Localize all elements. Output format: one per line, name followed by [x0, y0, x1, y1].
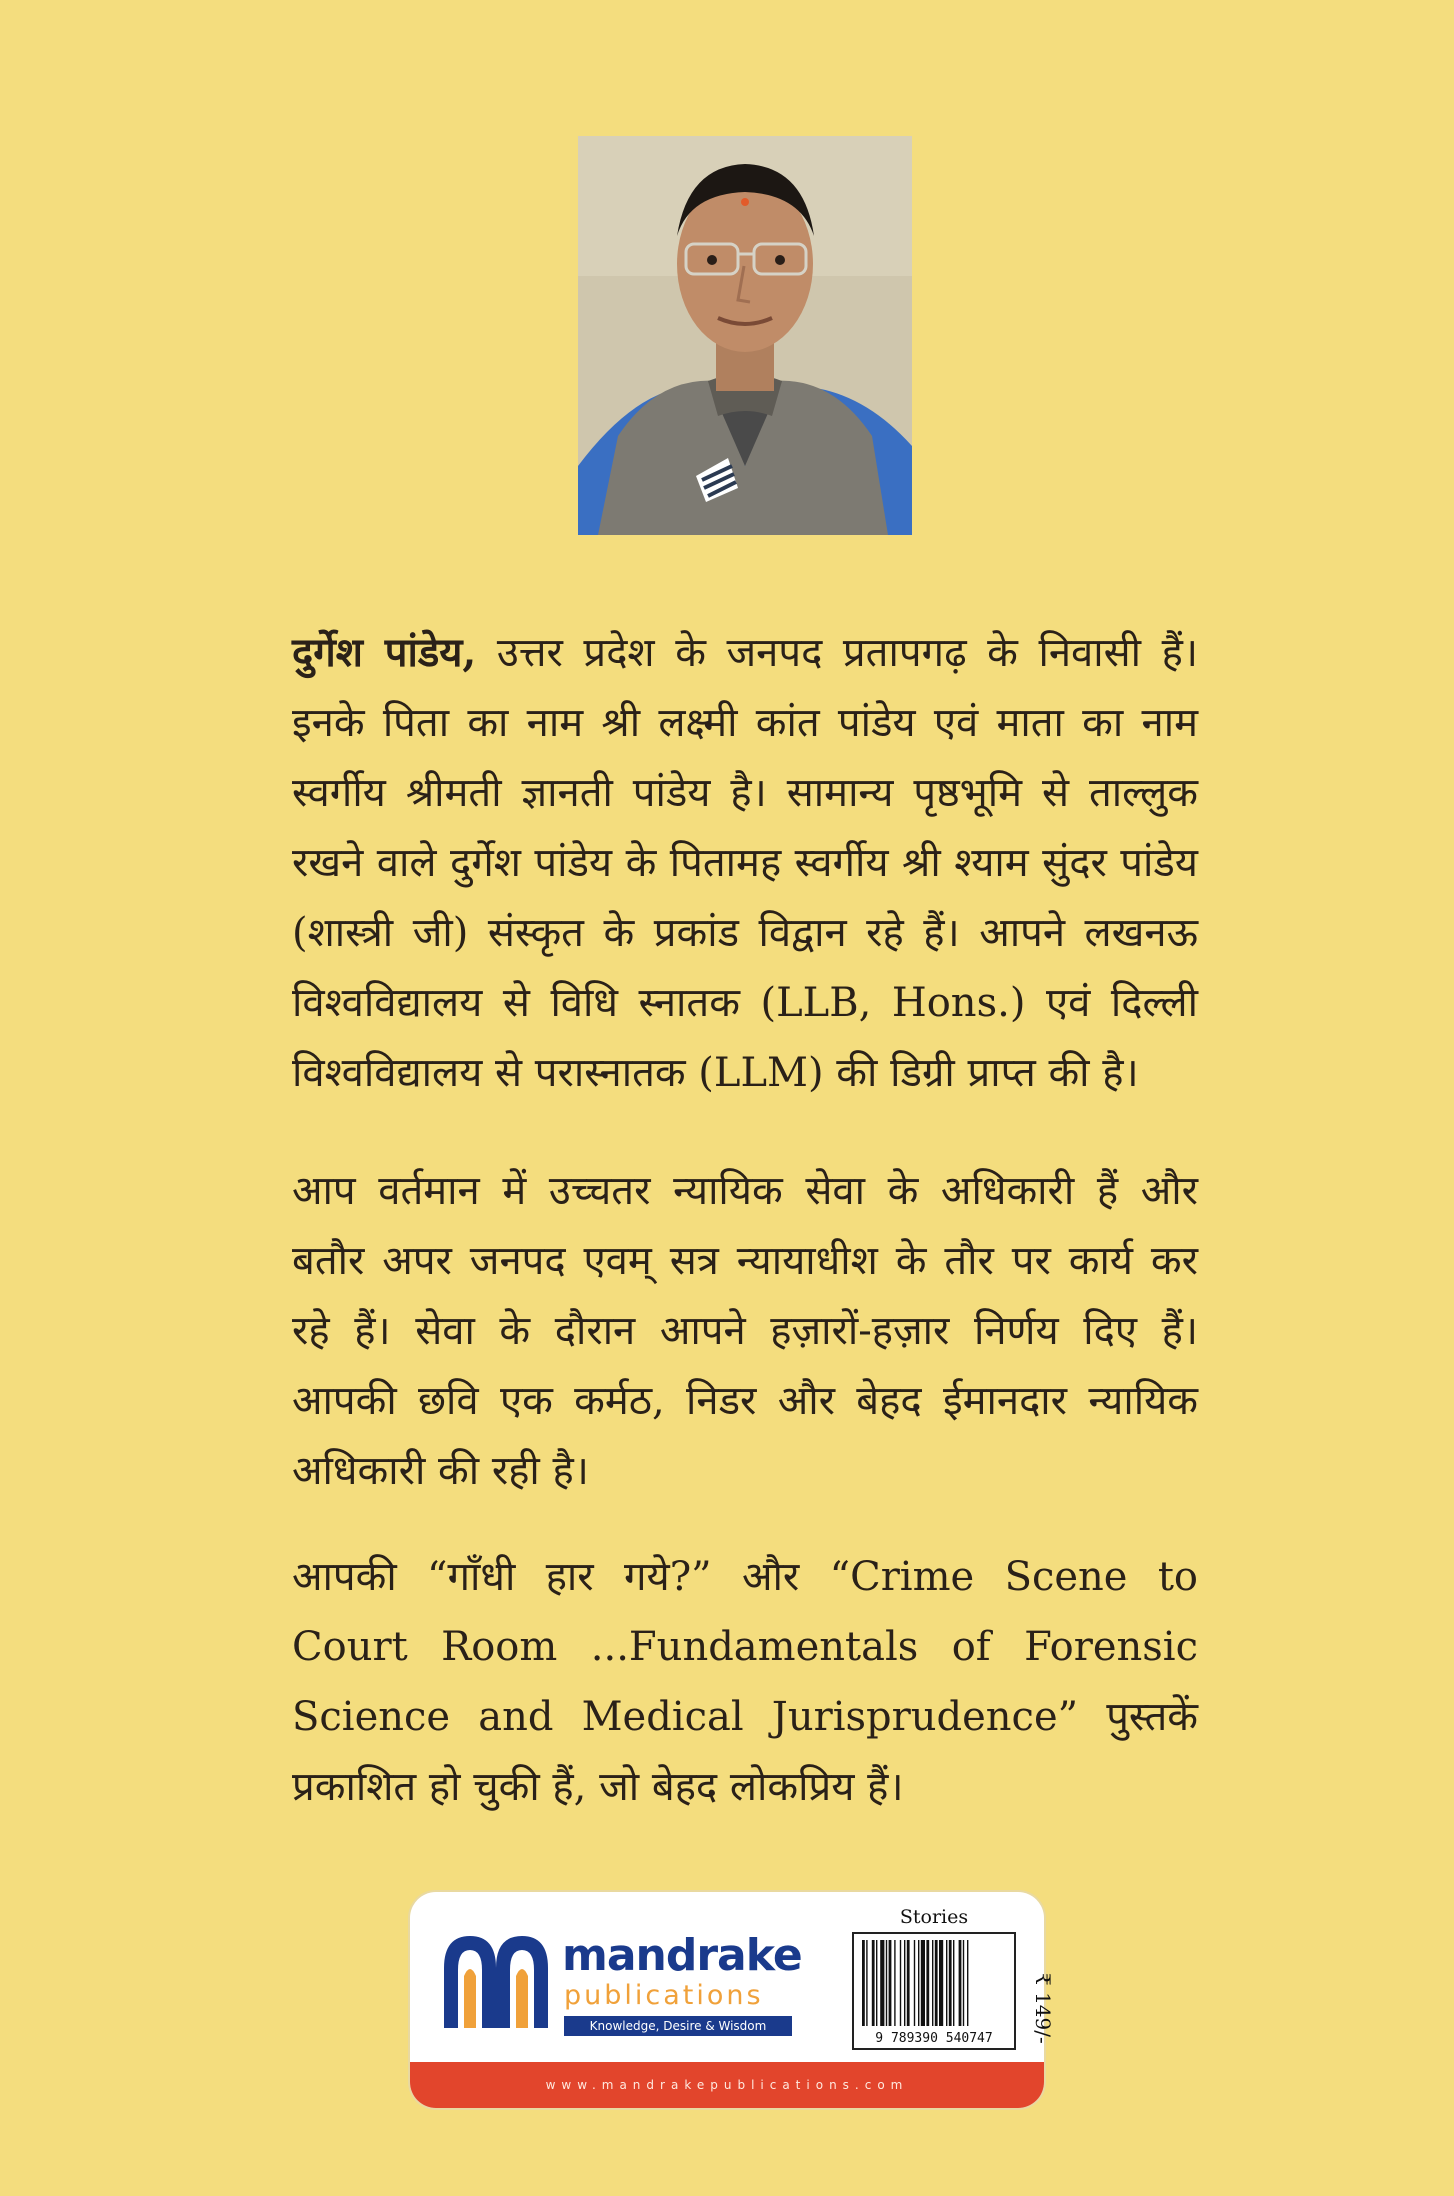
barcode-bar — [959, 1940, 962, 2026]
publisher-logo-icon — [440, 1932, 552, 2032]
publisher-name: mandrake — [562, 1930, 802, 1981]
barcode-bar — [880, 1940, 884, 2026]
barcode-bar — [921, 1940, 925, 2026]
bio-line: Court Room ...Fundamentals of Forensic — [292, 1624, 1198, 1670]
barcode-icon — [860, 1940, 1008, 2026]
bio-line: रखने वाले दुर्गेश पांडेय के पितामह स्वर्गीय श्री श्याम सुंदर पांडेय — [292, 840, 1198, 886]
barcode-bar — [953, 1940, 954, 2026]
bio-paragraph-2 — [292, 1156, 1198, 1506]
bio-line: स्वर्गीय श्रीमती ज्ञानती पांडेय है। सामान्य पृष्ठभूमि से ताल्लुक — [292, 770, 1198, 816]
author-name: दुर्गेश पांडेय, — [292, 629, 477, 676]
bio-line — [292, 618, 1198, 688]
bio-line: रहे हैं। सेवा के दौरान आपने हज़ारों-हज़ार निर्णय दिए हैं। — [292, 1308, 1198, 1354]
author-photo — [578, 136, 912, 535]
bio-line: आपकी “गाँधी हार गये?” और “Crime Scene to — [292, 1554, 1198, 1600]
bio-line-text: उत्तर प्रदेश के जनपद प्रतापगढ़ के निवासी हैं। — [476, 630, 1198, 676]
publisher-tagline: Knowledge, Desire & Wisdom — [564, 2016, 792, 2036]
barcode-bar — [963, 1940, 964, 2026]
barcode-bar — [926, 1940, 929, 2026]
bio-line: आपकी छवि एक कर्मठ, निडर और बेहद ईमानदार न्यायिक — [292, 1378, 1198, 1424]
book-price: ₹ 149/- — [1031, 1973, 1055, 2044]
barcode-bar — [862, 1940, 865, 2026]
barcode-bar — [949, 1940, 952, 2026]
author-portrait-illustration — [578, 136, 912, 535]
bio-line: इनके पिता का नाम श्री लक्ष्मी कांत पांडेय एवं माता का नाम — [292, 700, 1198, 746]
book-genre: Stories — [899, 1906, 969, 1928]
publisher-website[interactable]: www.mandrakepublications.com — [410, 2062, 1044, 2108]
barcode-bar — [939, 1940, 943, 2026]
bio-line: Science and Medical Jurisprudence” पुस्तकें — [292, 1694, 1198, 1740]
barcode-bar — [946, 1940, 947, 2026]
barcode-bar — [894, 1940, 895, 2026]
bio-line: विश्वविद्यालय से परास्नातक (LLM) की डिग्री प्राप्त की है। — [292, 1050, 1139, 1096]
publisher-subtitle: publications — [564, 1980, 764, 2011]
barcode-bar — [866, 1940, 867, 2026]
barcode-bar — [900, 1940, 901, 2026]
barcode-bar — [872, 1940, 875, 2026]
barcode-bar — [914, 1940, 915, 2026]
bio-paragraph-3 — [292, 1542, 1198, 1822]
bio-line: प्रकाशित हो चुकी हैं, जो बेहद लोकप्रिय हैं। — [292, 1764, 904, 1810]
isbn-number: 9 789390 540747 — [875, 2031, 993, 2046]
barcode-bar — [889, 1940, 892, 2026]
barcode-bar — [967, 1940, 968, 2026]
barcode-bar — [886, 1940, 887, 2026]
bio-line: आप वर्तमान में उच्चतर न्यायिक सेवा के अधिकारी हैं और — [292, 1168, 1198, 1214]
barcode-bar — [876, 1940, 877, 2026]
barcode-bar — [935, 1940, 938, 2026]
isbn-barcode — [852, 1932, 1016, 2050]
barcode-bar — [932, 1940, 933, 2026]
bio-line: विश्वविद्यालय से विधि स्नातक (LLB, Hons.) एवं दिल्ली — [292, 980, 1198, 1026]
bio-paragraph-1 — [292, 618, 1198, 1108]
barcode-bar — [918, 1940, 919, 2026]
bio-line: बतौर अपर जनपद एवम् सत्र न्यायाधीश के तौर पर कार्य कर — [292, 1238, 1198, 1284]
barcode-bar — [904, 1940, 905, 2026]
bio-line: (शास्त्री जी) संस्कृत के प्रकांड विद्वान रहे हैं। आपने लखनऊ — [292, 910, 1198, 956]
barcode-bar — [907, 1940, 910, 2026]
bio-line: अधिकारी की रही है। — [292, 1448, 589, 1494]
